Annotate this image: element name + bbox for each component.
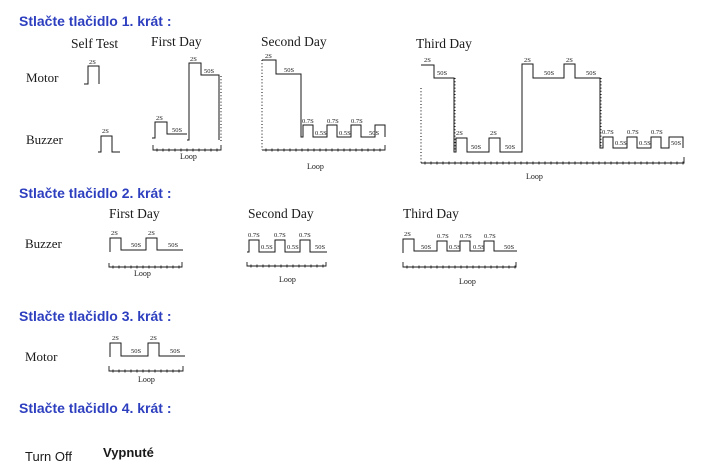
- first-day-motor-waveform: [187, 56, 221, 142]
- pulse-07s-label: 0.7S: [460, 233, 472, 240]
- pulse-07s-label: 0.7S: [651, 129, 663, 136]
- pulse-2s-label: 2S: [111, 230, 118, 237]
- pulse-2s-label: 2S: [404, 231, 411, 238]
- row-label-motor: Motor: [25, 349, 58, 364]
- gap-50s-label: 50S: [421, 244, 432, 251]
- gap-05s-label: 0.5S: [473, 244, 485, 251]
- gap-50s-label: 50S: [504, 244, 515, 251]
- pulse-2s-label: 2S: [112, 335, 119, 342]
- gap-50s-label: 50S: [505, 144, 516, 151]
- pulse-07s-label: 0.7S: [274, 232, 286, 239]
- turn-off-state: Vypnuté: [103, 445, 154, 460]
- gap-05s-label: 0.5S: [449, 244, 461, 251]
- pulse-2s-label: 2S: [566, 57, 573, 64]
- column-second-day: Second Day: [261, 34, 327, 49]
- gap-05s-label: 0.5S: [315, 130, 327, 137]
- loop-label: Loop: [307, 162, 324, 171]
- section-3-heading: Stlačte tlačidlo 3. krát :: [19, 308, 172, 324]
- section-4-heading: Stlačte tlačidlo 4. krát :: [19, 400, 172, 416]
- pulse-07s-label: 0.7S: [627, 129, 639, 136]
- section-2-heading: Stlačte tlačidlo 2. krát :: [19, 185, 172, 201]
- gap-50s-label: 50S: [204, 68, 215, 75]
- s2-second-day-waveform: [247, 232, 327, 252]
- gap-05s-label: 0.5S: [615, 140, 627, 147]
- pulse-2s-label: 2S: [150, 335, 157, 342]
- section-1-heading: Stlačte tlačidlo 1. krát :: [19, 13, 172, 29]
- gap-50s-label: 50S: [544, 70, 555, 77]
- second-day-loop: [262, 145, 385, 171]
- pulse-2s-label: 2S: [524, 57, 531, 64]
- row-label-buzzer: Buzzer: [26, 132, 63, 147]
- loop-label: Loop: [134, 269, 151, 278]
- pulse-07s-label: 0.7S: [327, 118, 339, 125]
- s2-third-day-waveform: [403, 231, 517, 253]
- gap-05s-label: 0.5S: [639, 140, 651, 147]
- first-day-loop: [153, 145, 221, 161]
- gap-50s-label: 50S: [131, 348, 142, 355]
- column-self-test: Self Test: [71, 36, 119, 51]
- pulse-2s-label: 2S: [148, 230, 155, 237]
- pulse-2s-label: 2S: [424, 57, 431, 64]
- row-label-buzzer: Buzzer: [25, 236, 62, 251]
- gap-50s-label: 50S: [172, 127, 183, 134]
- column-third-day: Third Day: [403, 206, 459, 221]
- self-test-motor-waveform: [84, 59, 99, 84]
- pulse-2s-label: 2S: [102, 128, 109, 135]
- s2-second-day-loop: [247, 262, 326, 284]
- second-day-waveform: [262, 53, 385, 150]
- s2-third-day-loop: [403, 262, 516, 286]
- third-day-waveform: [421, 57, 683, 163]
- column-first-day: First Day: [151, 34, 202, 49]
- loop-label: Loop: [138, 375, 155, 384]
- loop-tick-marks: [113, 149, 683, 373]
- pulse-2s-label: 2S: [265, 53, 272, 60]
- pulse-07s-label: 0.7S: [299, 232, 311, 239]
- pulse-2s-label: 2S: [456, 130, 463, 137]
- column-first-day: First Day: [109, 206, 160, 221]
- loop-label: Loop: [459, 277, 476, 286]
- gap-50s-label: 50S: [369, 130, 380, 137]
- loop-label: Loop: [180, 152, 197, 161]
- pulse-2s-label: 2S: [490, 130, 497, 137]
- pulse-07s-label: 0.7S: [602, 129, 614, 136]
- loop-label: Loop: [279, 275, 296, 284]
- s2-first-day-loop: [109, 262, 182, 278]
- row-label-motor: Motor: [26, 70, 59, 85]
- gap-50s-label: 50S: [284, 67, 295, 74]
- gap-05s-label: 0.5S: [339, 130, 351, 137]
- s3-motor-waveform: [110, 335, 185, 357]
- gap-50s-label: 50S: [586, 70, 597, 77]
- loop-label: Loop: [526, 172, 543, 181]
- pulse-2s-label: 2S: [156, 115, 163, 122]
- gap-05s-label: 0.5S: [287, 244, 299, 251]
- gap-50s-label: 50S: [671, 140, 682, 147]
- column-second-day: Second Day: [248, 206, 314, 221]
- s2-first-day-waveform: [110, 230, 183, 252]
- first-day-buzzer-waveform: [152, 115, 187, 138]
- s3-motor-loop: [109, 366, 183, 384]
- pulse-07s-label: 0.7S: [437, 233, 449, 240]
- pulse-07s-label: 0.7S: [484, 233, 496, 240]
- pulse-07s-label: 0.7S: [351, 118, 363, 125]
- gap-50s-label: 50S: [131, 242, 142, 249]
- turn-off-label: Turn Off: [25, 449, 72, 464]
- pulse-07s-label: 0.7S: [248, 232, 260, 239]
- pulse-2s-label: 2S: [89, 59, 96, 66]
- self-test-buzzer-waveform: [98, 128, 120, 152]
- pulse-07s-label: 0.7S: [302, 118, 314, 125]
- gap-50s-label: 50S: [437, 70, 448, 77]
- pulse-2s-label: 2S: [190, 56, 197, 63]
- gap-50s-label: 50S: [168, 242, 179, 249]
- third-day-loop: [421, 157, 684, 181]
- gap-05s-label: 0.5S: [261, 244, 273, 251]
- gap-50s-label: 50S: [315, 244, 326, 251]
- gap-50s-label: 50S: [471, 144, 482, 151]
- column-third-day: Third Day: [416, 36, 472, 51]
- gap-50s-label: 50S: [170, 348, 181, 355]
